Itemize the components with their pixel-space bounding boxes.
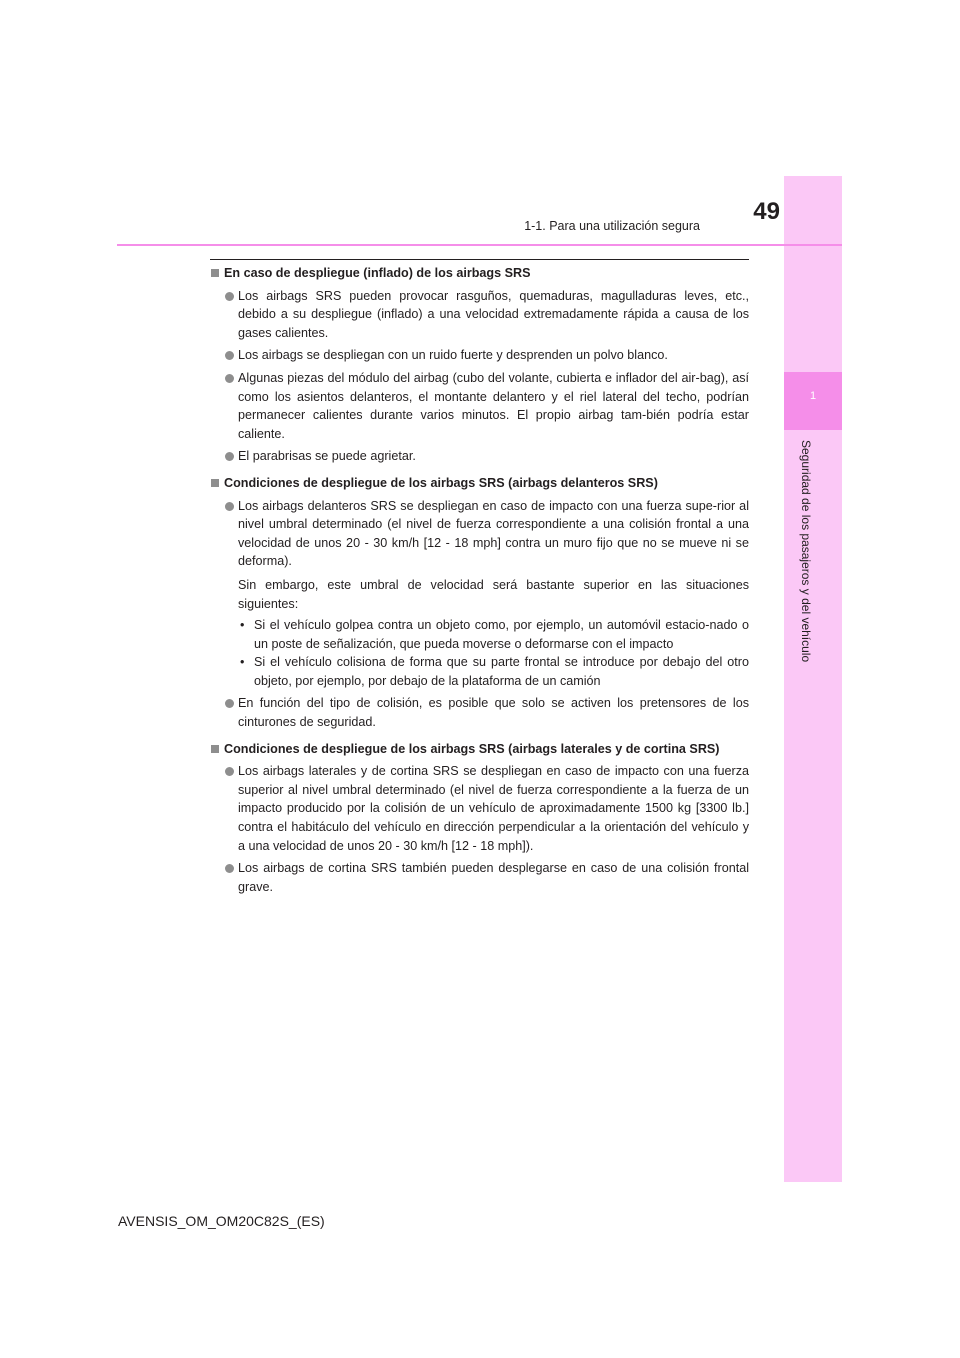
paragraph: Sin embargo, este umbral de velocidad será bastante superior en las situaciones siguientes: [238, 577, 749, 611]
middle-dot-icon: • [240, 618, 245, 633]
chapter-title-vertical: Seguridad de los pasajeros y del vehículo [799, 440, 813, 663]
header-rule [117, 244, 842, 246]
list-item: Los airbags se despliegan con un ruido fuerte y desprenden un polvo blanco. [210, 346, 749, 365]
circle-bullet-icon [225, 351, 234, 360]
circle-bullet-icon [225, 864, 234, 873]
circle-bullet-icon [225, 374, 234, 383]
side-thumb-strip [784, 176, 842, 1182]
section-heading: En caso de despliegue (inflado) de los airbags SRS [210, 264, 749, 283]
circle-bullet-icon [225, 699, 234, 708]
content-top-rule [210, 259, 749, 260]
chapter-tab-number: 1 [809, 390, 817, 402]
circle-bullet-icon [225, 502, 234, 511]
list-item: Los airbags delanteros SRS se despliegan en caso de impacto con una fuerza supe-rior al nivel umbral determinado (el nivel de fuerza correspondiente a una colisión frontal a una velocidad de unos 20 - 30 km/h [12 - 18 mph] contra un muro fijo que no se mueve ni se deforma). [210, 497, 749, 571]
square-bullet-icon [211, 269, 219, 277]
list-item: Los airbags SRS pueden provocar rasguños, quemaduras, magulladuras leves, etc., debido a su despliegue (inflado) a una velocidad extremadamente rápida a causa de los gases calientes. [210, 287, 749, 343]
sub-list-item: • Si el vehículo golpea contra un objeto como, por ejemplo, un automóvil estacio-nado o un poste de señalización, que pueda moverse o deformarse con el impacto [240, 618, 749, 651]
circle-bullet-icon [225, 292, 234, 301]
circle-bullet-icon [225, 452, 234, 461]
list-item: Algunas piezas del módulo del airbag (cubo del volante, cubierta e inflador del air-bag), así como los asientos delanteros, el montante delantero y el riel lateral del techo, podrían permanecer calientes durante varios minutos. El propio airbag tam-bién podría estar caliente. [210, 369, 749, 443]
square-bullet-icon [211, 479, 219, 487]
content-body [210, 264, 749, 896]
sub-list-item: • Si el vehículo colisiona de forma que su parte frontal se introduce por debajo del otro objeto, por ejemplo, por debajo de la plataforma de un camión [240, 655, 749, 688]
document-id: AVENSIS_OM_OM20C82S_(ES) [118, 1213, 325, 1229]
list-item: Los airbags de cortina SRS también pueden desplegarse en caso de una colisión frontal grave. [210, 859, 749, 896]
middle-dot-icon: • [240, 655, 245, 670]
section-heading: Condiciones de despliegue de los airbags SRS (airbags delanteros SRS) [210, 474, 749, 493]
running-header: 1-1. Para una utilización segura [524, 219, 700, 233]
square-bullet-icon [211, 745, 219, 753]
list-item: El parabrisas se puede agrietar. [210, 447, 749, 466]
list-item: En función del tipo de colisión, es posible que solo se activen los pretensores de los cinturones de seguridad. [210, 694, 749, 731]
section-heading: Condiciones de despliegue de los airbags SRS (airbags laterales y de cortina SRS) [210, 740, 749, 759]
circle-bullet-icon [225, 767, 234, 776]
page-number: 49 [753, 198, 780, 225]
list-item: Los airbags laterales y de cortina SRS se despliegan en caso de impacto con una fuerza superior al nivel umbral determinado (el nivel de fuerza correspondiente a la fuerza de un impacto producido por la colisión de un vehículo de aproximadamente 1500 kg [3300 lb.] contra el habitáculo del vehículo en dirección perpendicular a la orientación del vehículo y a una velocidad de unos 20 - 30 km/h [12 - 18 mph]). [210, 762, 749, 855]
